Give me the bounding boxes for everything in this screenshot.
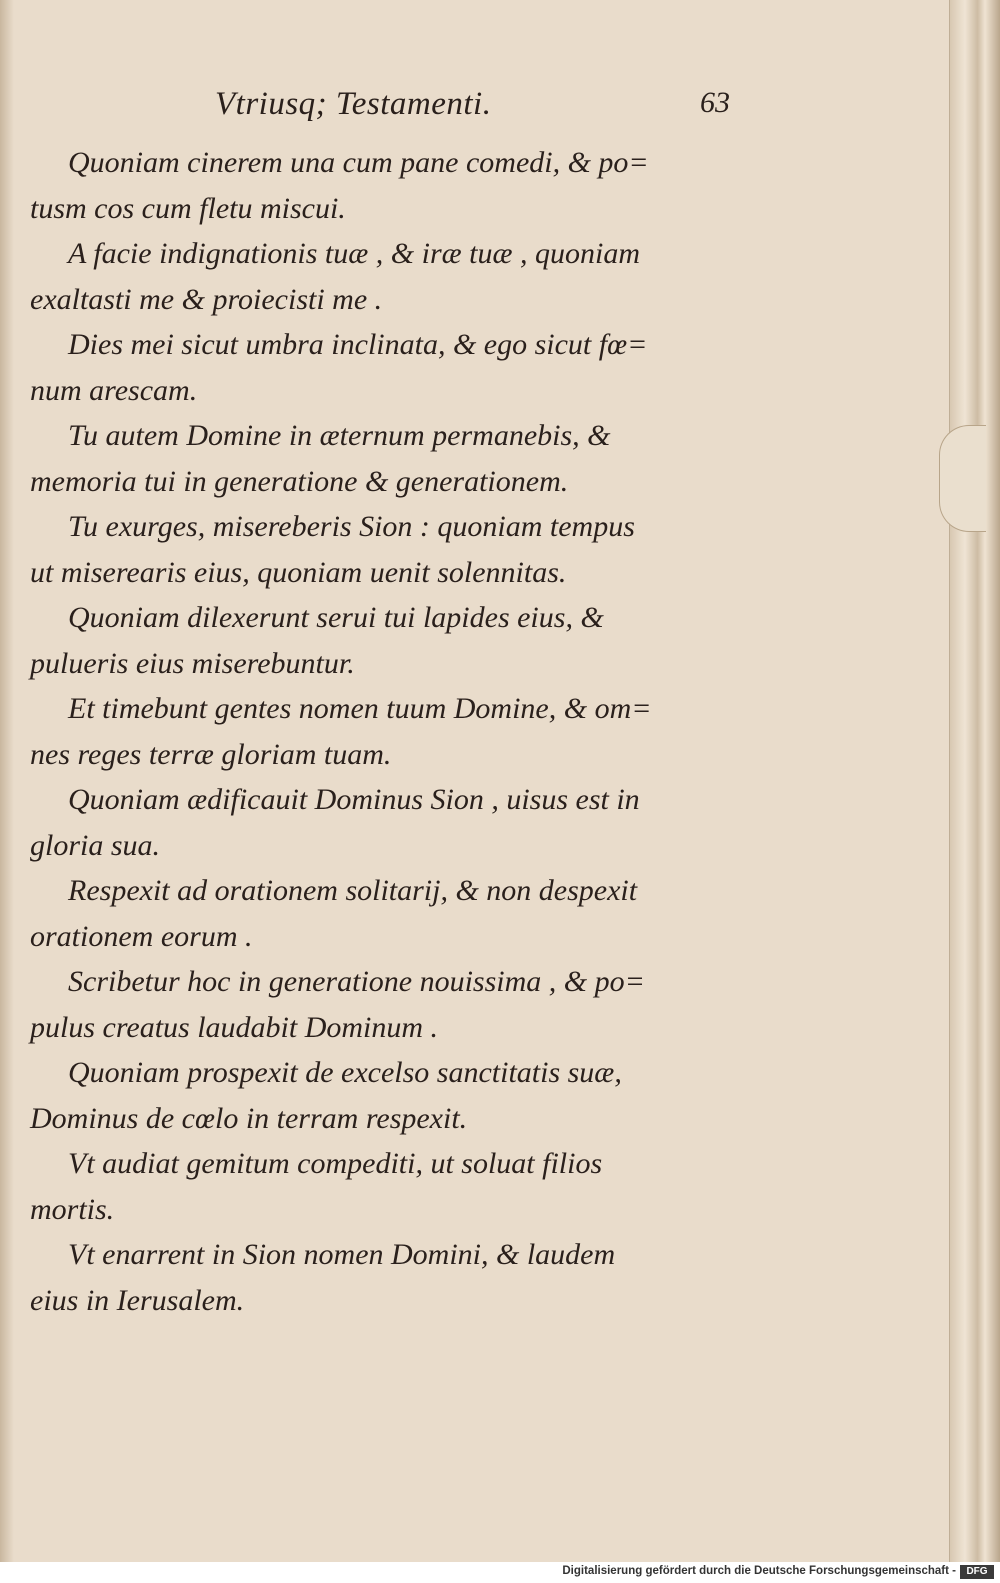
footer-bar [0,1562,1000,1583]
text-line: Dies mei sicut umbra inclinata, & ego sicut fœ= [68,328,648,361]
text-line: Quoniam cinerem una cum pane comedi, & po= [68,146,649,179]
text-line: Vt audiat gemitum compediti, ut soluat filios [68,1147,603,1180]
text-line: ut miserearis eius, quoniam uenit solennitas. [30,555,567,589]
book-right-page-edges [949,0,1000,1562]
text-line: memoria tui in generatione & generationem. [30,464,569,498]
text-line: Tu exurges, misereberis Sion : quoniam tempus [68,510,635,543]
text-line: Dominus de cœlo in terram respexit. [30,1101,468,1135]
text-line: gloria sua. [30,828,161,862]
text-line: mortis. [30,1192,115,1226]
text-line: Et timebunt gentes nomen tuum Domine, & om= [68,692,652,725]
page-number: 63 [700,86,730,119]
text-line: pulueris eius miserebuntur. [30,646,355,680]
text-block [30,140,730,1323]
page-fold-tab [939,425,986,532]
text-line: Quoniam dilexerunt serui tui lapides eius, & [68,601,604,634]
running-head: Vtriusq; Testamenti. [215,86,492,122]
text-line: A facie indignationis tuæ , & iræ tuæ , quoniam [68,237,640,270]
footer-credit: Digitalisierung gefördert durch die Deutsche Forschungsgemeinschaft - [562,1565,956,1577]
text-line: orationem eorum . [30,919,253,953]
dfg-logo: DFG [960,1565,994,1579]
page-left-edge [0,0,14,1562]
text-line: tusm cos cum fletu miscui. [30,191,346,225]
text-line: pulus creatus laudabit Dominum . [30,1010,439,1044]
text-line: Respexit ad orationem solitarij, & non despexit [68,874,638,907]
text-line: eius in Ierusalem. [30,1283,245,1317]
text-line: Quoniam ædificauit Dominus Sion , uisus est in [68,783,640,816]
text-line: Tu autem Domine in æternum permanebis, & [68,419,611,452]
text-line: exaltasti me & proiecisti me . [30,282,383,316]
text-line: num arescam. [30,373,198,407]
text-line: nes reges terræ gloriam tuam. [30,737,392,771]
text-line: Vt enarrent in Sion nomen Domini, & laudem [68,1238,616,1271]
text-line: Scribetur hoc in generatione nouissima , & po= [68,965,645,998]
text-line: Quoniam prospexit de excelso sanctitatis suæ, [68,1056,622,1089]
